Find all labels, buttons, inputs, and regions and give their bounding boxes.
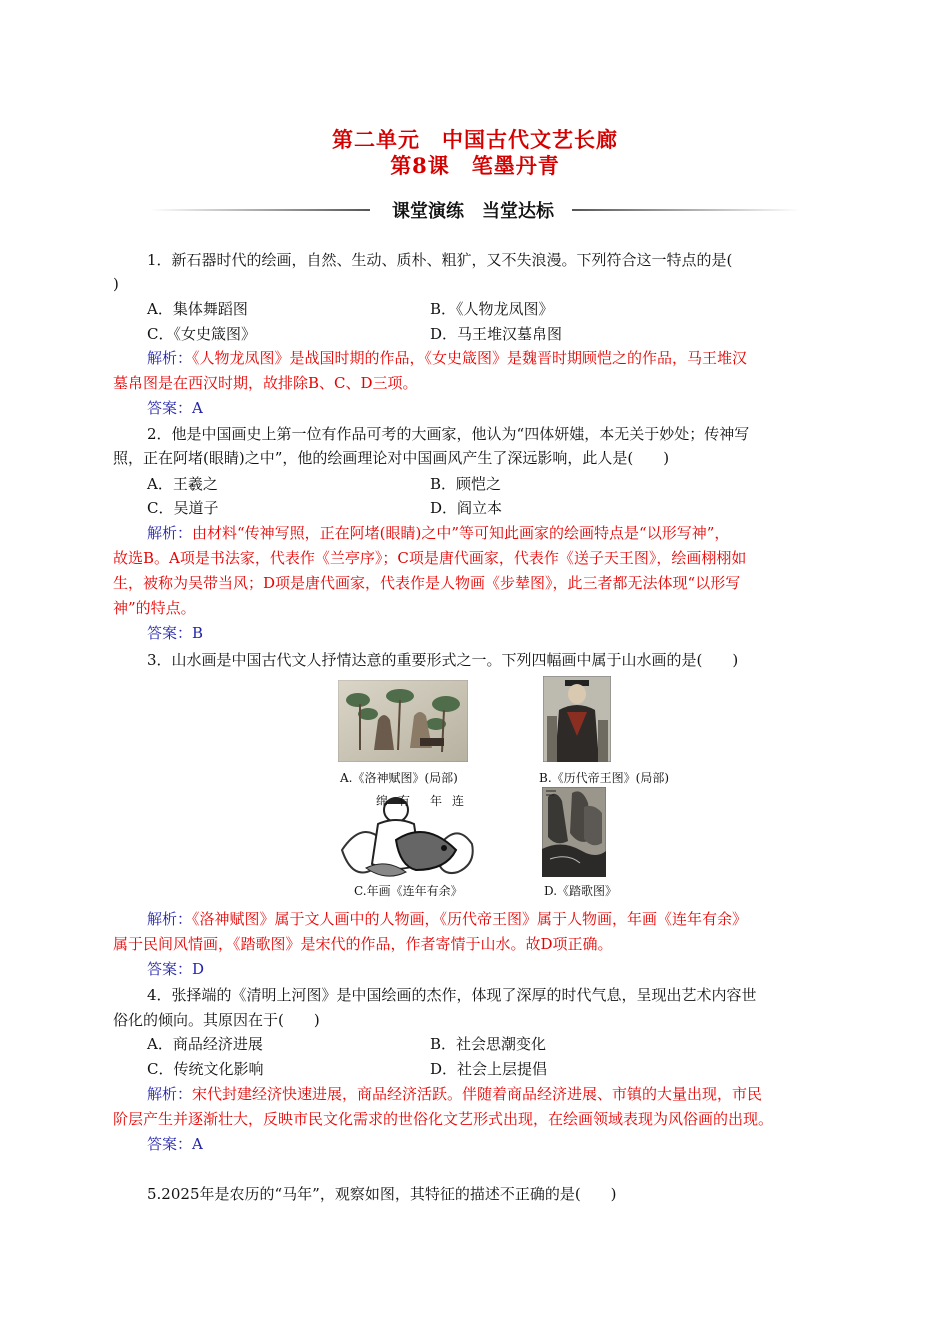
nianhua-char-1: 绵 [376,794,399,808]
q2-analysis-text1: 由材料“传神写照，正在阿堵(眼睛)之中”等可知此画家的绘画特点是“以形写神”， [192,524,730,542]
q3-answer: 答案：D [147,960,205,978]
q4-option-c: C．传统文化影响 [147,1060,264,1078]
q3-caption-d: D.《踏歌图》 [544,884,618,898]
emperors-painting-image [543,676,611,762]
q1-stem-line2: ) [113,275,119,293]
q4-option-d: D．社会上层提倡 [430,1060,548,1078]
q1-analysis-label: 解析： [147,349,193,367]
q2-analysis-label: 解析： [147,524,193,542]
banner-text: 课堂演练 当堂达标 [392,201,554,222]
luoshen-painting-image [338,680,468,762]
q1-option-b: B．《人物龙凤图》 [430,300,554,318]
q3-nianhua-label-left [376,792,420,809]
q5-stem-line1: 5.2025年是农历的“马年”，观察如图，其特征的描述不正确的是( ) [147,1185,617,1203]
q4-option-b: B．社会思潮变化 [430,1035,547,1053]
q2-answer: 答案：B [147,624,204,642]
banner-rule-right [572,209,800,211]
q2-option-d: D．阎立本 [430,499,503,517]
q2-stem-line1: 2．他是中国画史上第一位有作品可考的大画家，他认为“四体妍媸，本无关于妙处；传神写 [147,425,750,443]
q4-analysis-label: 解析： [147,1085,193,1103]
lesson-title: 第8课 笔墨丹青 [390,153,560,178]
q3-analysis-line2: 属于民间风情画，《踏歌图》是宋代的作品，作者寄情于山水。故D项正确。 [113,935,613,953]
q3-nianhua-label-right [430,792,474,809]
q2-analysis-line4: 神”的特点。 [113,599,196,617]
q2-analysis-line1 [147,523,729,543]
q3-stem-line1: 3．山水画是中国古代文人抒情达意的重要形式之一。下列四幅画中属于山水画的是( ) [147,651,739,669]
nianhua-char-2: 有 [398,794,421,808]
banner-rule-left [150,209,370,211]
q3-analysis-label: 解析： [147,910,193,928]
section-banner [150,197,800,221]
q2-stem-line2: 照，正在阿堵(眼睛)之中”，他的绘画理论对中国画风产生了深远影响，此人是( ) [113,449,670,467]
q2-analysis-line3: 生，被称为吴带当风；D项是唐代画家，代表作是人物画《步辇图》，此三者都无法体现“以形写 [113,574,741,592]
q1-option-c: C．《女史箴图》 [147,325,256,343]
q1-analysis-text1: 《人物龙凤图》是战国时期的作品，《女史箴图》是魏晋时期顾恺之的作品，马王堆汉 [192,349,748,367]
q3-analysis-line1 [147,909,747,929]
q4-option-a: A．商品经济进展 [147,1035,263,1053]
q4-analysis-line2: 阶层产生并逐渐壮大，反映市民文化需求的世俗化文艺形式出现，在绘画领域表现为风俗画的出现。 [113,1110,774,1128]
q3-caption-a: A.《洛神赋图》(局部) [340,771,458,785]
nianhua-char-4: 连 [452,794,475,808]
q4-analysis-text1: 宋代封建经济快速进展，商品经济活跃。伴随着商品经济进展、市镇的大量出现，市民 [192,1085,763,1103]
unit-title: 第二单元 中国古代文艺长廊 [332,127,618,152]
q2-option-a: A．王羲之 [147,475,218,493]
q1-analysis-line1 [147,348,747,368]
q4-stem-line2: 俗化的倾向。其原因在于( ) [113,1011,320,1029]
q1-analysis-line2: 墓帛图是在西汉时期，故排除B、C、D三项。 [113,374,418,392]
q1-answer: 答案：A [147,399,203,417]
q3-caption-b: B.《历代帝王图》(局部) [539,771,669,785]
q2-option-b: B．顾恺之 [430,475,502,493]
q4-stem-line1: 4．张择端的《清明上河图》是中国绘画的杰作，体现了深厚的时代气息，呈现出艺术内容世 [147,986,757,1004]
q4-analysis-line1 [147,1084,762,1104]
q3-caption-c: C.年画《连年有余》 [354,884,463,898]
q2-option-c: C．吴道子 [147,499,219,517]
q1-stem-line1: 1．新石器时代的绘画，自然、生动、质朴、粗犷，又不失浪漫。下列符合这一特点的是( [147,251,733,269]
q4-answer: 答案：A [147,1135,203,1153]
q1-option-a: A．集体舞蹈图 [147,300,248,318]
q1-option-d: D．马王堆汉墓帛图 [430,325,563,343]
tage-painting-image [542,787,606,877]
nianhua-char-3: 年 [430,794,453,808]
q3-analysis-text1: 《洛神赋图》属于文人画中的人物画，《历代帝王图》属于人物画，年画《连年有余》 [192,910,748,928]
q2-analysis-line2: 故选B。A项是书法家，代表作《兰亭序》；C项是唐代画家，代表作《送子天王图》，绘画栩栩如 [113,549,747,567]
